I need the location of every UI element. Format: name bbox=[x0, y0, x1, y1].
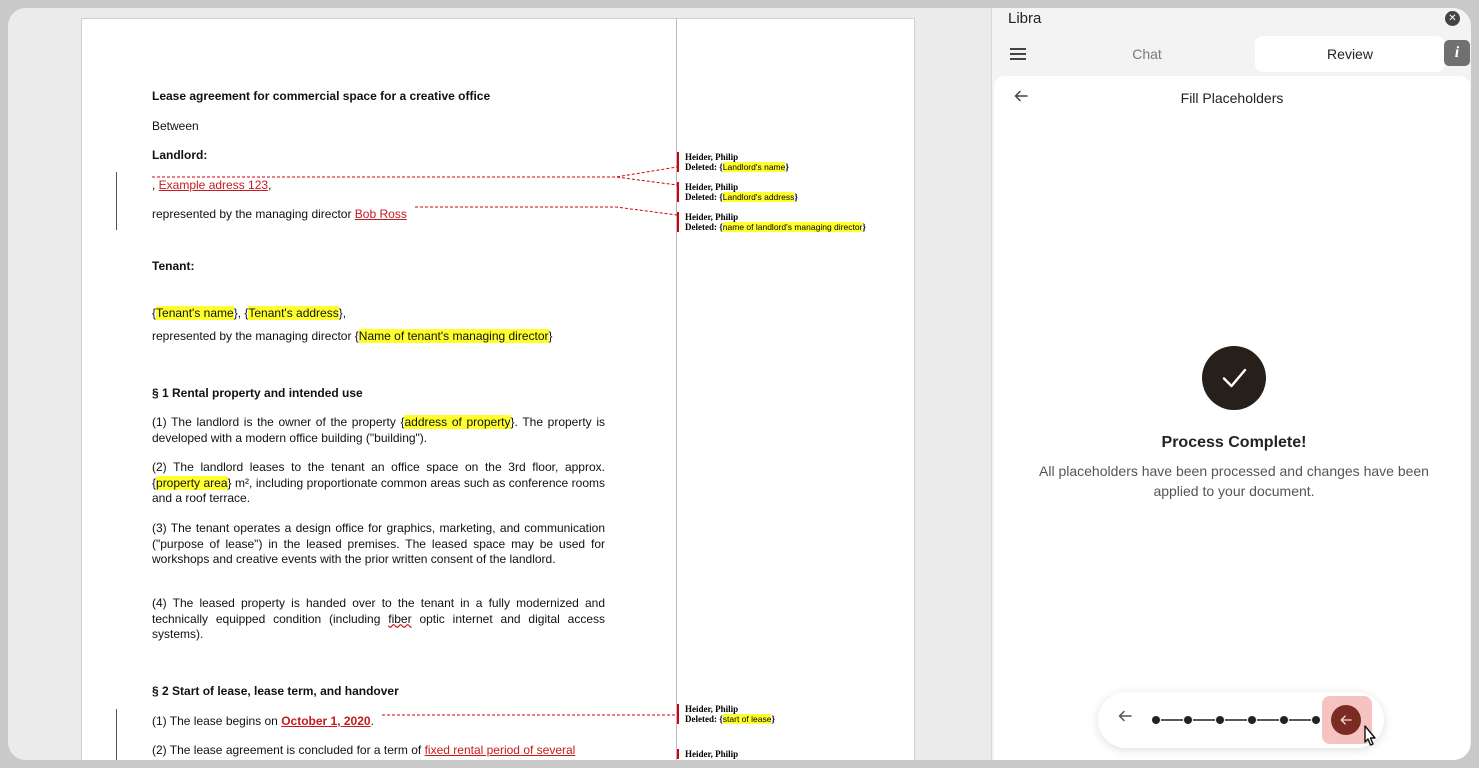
comment-author: Heider, Philip bbox=[685, 182, 739, 192]
inserted-start-date[interactable]: October 1, 2020 bbox=[281, 714, 371, 728]
text-run: }. The property is developed with a modern office building ("building"). bbox=[152, 415, 605, 445]
leader-line bbox=[152, 167, 677, 177]
comment-author: Heider, Philip bbox=[685, 152, 739, 162]
libra-side-panel bbox=[991, 8, 1471, 760]
text-run: . bbox=[370, 714, 374, 728]
document-canvas[interactable] bbox=[8, 8, 991, 760]
deleted-suffix: } bbox=[794, 192, 798, 202]
brace: }, bbox=[338, 306, 347, 320]
tenant-rep-label: represented by the managing director { bbox=[152, 329, 359, 343]
placeholder-property-area[interactable]: property area bbox=[156, 475, 228, 490]
comment-body bbox=[685, 162, 789, 172]
document-page[interactable] bbox=[81, 18, 915, 760]
card-title: Fill Placeholders bbox=[1180, 90, 1284, 106]
complete-message: All placeholders have been processed and changes have been applied to your document. bbox=[1039, 463, 1429, 499]
section-1-heading: § 1 Rental property and intended use bbox=[152, 386, 363, 400]
between-label: Between bbox=[152, 119, 199, 133]
placeholder-tenant-rep-name[interactable]: Name of tenant's managing director bbox=[358, 329, 549, 343]
hamburger-menu-icon[interactable] bbox=[1010, 48, 1026, 60]
text-run: optic internet and digital access systems). bbox=[152, 611, 605, 641]
tab-bar bbox=[992, 34, 1471, 74]
inserted-landlord-rep-name[interactable]: Bob Ross bbox=[354, 207, 407, 221]
comment-balloon[interactable] bbox=[677, 212, 866, 232]
deleted-text: start of lease bbox=[722, 714, 772, 724]
placeholder-address-of-property[interactable]: address of property bbox=[404, 415, 511, 429]
deleted-text: Landlord's name bbox=[722, 162, 786, 172]
tenant-heading: Tenant: bbox=[152, 259, 195, 273]
step-dot bbox=[1152, 716, 1160, 724]
comment-balloon[interactable] bbox=[677, 749, 738, 759]
deleted-suffix: } bbox=[862, 222, 866, 232]
comment-author: Heider, Philip bbox=[685, 212, 739, 222]
deleted-prefix: Deleted: { bbox=[685, 714, 723, 724]
close-icon[interactable]: ✕ bbox=[1445, 11, 1460, 26]
inserted-landlord-address[interactable]: Example adress 123 bbox=[158, 178, 269, 192]
comment-balloon[interactable] bbox=[677, 704, 775, 724]
placeholder-tenant-name[interactable]: Tenant's name bbox=[156, 306, 234, 320]
inserted-rental-period[interactable]: fixed rental period of several bbox=[424, 743, 576, 757]
text-run: (2) The landlord leases to the tenant an office space on the 3rd floor, approx. { bbox=[152, 460, 605, 490]
deleted-prefix: Deleted: { bbox=[685, 192, 723, 202]
tab-chat[interactable]: Chat bbox=[1132, 46, 1162, 62]
complete-title: Process Complete! bbox=[1161, 434, 1307, 451]
text-run: (1) The landlord is the owner of the property { bbox=[152, 415, 405, 429]
section-2-heading: § 2 Start of lease, lease term, and handover bbox=[152, 684, 399, 698]
section-1-paragraph-3: (3) The tenant operates a design office for graphics, marketing, and communication ("purpose of lease") in the leased premises. The leased space may be used for workshops and creative events with the prior written consent of the landlord. bbox=[152, 521, 605, 566]
landlord-suffix: , bbox=[268, 178, 272, 192]
comment-body bbox=[685, 192, 798, 202]
review-card bbox=[994, 76, 1470, 760]
spelling-flag[interactable]: fiber bbox=[388, 611, 412, 626]
leader-line bbox=[415, 207, 677, 215]
mouse-pointer-icon bbox=[1357, 723, 1381, 753]
previous-step-button[interactable] bbox=[1118, 709, 1132, 727]
text-run: } m², including proportionate common areas such as conference rooms and a roof terrace. bbox=[152, 475, 605, 505]
step-dot bbox=[1280, 716, 1288, 724]
step-dot bbox=[1248, 716, 1256, 724]
brace: { bbox=[152, 306, 157, 320]
leader-line bbox=[272, 177, 677, 185]
deleted-suffix: } bbox=[785, 162, 789, 172]
document-title: Lease agreement for commercial space for a creative office bbox=[152, 89, 491, 103]
landlord-rep-label: represented by the managing director bbox=[152, 207, 355, 221]
comment-author: Heider, Philip bbox=[685, 749, 739, 759]
landlord-heading: Landlord: bbox=[152, 148, 208, 162]
comment-author: Heider, Philip bbox=[685, 704, 739, 714]
deleted-text: name of landlord's managing director bbox=[722, 222, 863, 232]
step-dot bbox=[1184, 716, 1192, 724]
text-run: (2) The lease agreement is concluded for a term of bbox=[152, 743, 425, 757]
text-run: (1) The lease begins on bbox=[152, 714, 282, 728]
step-progress-dots bbox=[1150, 712, 1320, 728]
app-title: Libra bbox=[1008, 10, 1042, 27]
comment-balloon[interactable] bbox=[677, 152, 789, 172]
checkmark-icon bbox=[1202, 346, 1266, 410]
comment-balloon[interactable] bbox=[677, 182, 798, 202]
brace: } bbox=[548, 329, 553, 343]
brace: }, { bbox=[233, 306, 249, 320]
comment-body bbox=[685, 714, 775, 724]
step-navigator bbox=[1098, 692, 1384, 748]
deleted-text: Landlord's address bbox=[722, 192, 795, 202]
step-dot bbox=[1312, 716, 1320, 724]
step-dot bbox=[1216, 716, 1224, 724]
text-run: (4) The leased property is handed over to the tenant in a fully modernized and technically equipped condition (including bbox=[152, 596, 605, 626]
comment-leader-lines bbox=[82, 19, 916, 760]
deleted-suffix: } bbox=[771, 714, 775, 724]
placeholder-tenant-address[interactable]: Tenant's address bbox=[248, 306, 339, 320]
app-window bbox=[8, 8, 1471, 760]
deleted-prefix: Deleted: { bbox=[685, 222, 723, 232]
landlord-prefix: , bbox=[152, 178, 159, 192]
comment-body bbox=[685, 222, 866, 232]
tab-review[interactable]: Review bbox=[1255, 36, 1445, 72]
deleted-prefix: Deleted: { bbox=[685, 162, 723, 172]
info-icon[interactable]: i bbox=[1444, 40, 1470, 66]
arrow-left-icon bbox=[1118, 709, 1132, 723]
